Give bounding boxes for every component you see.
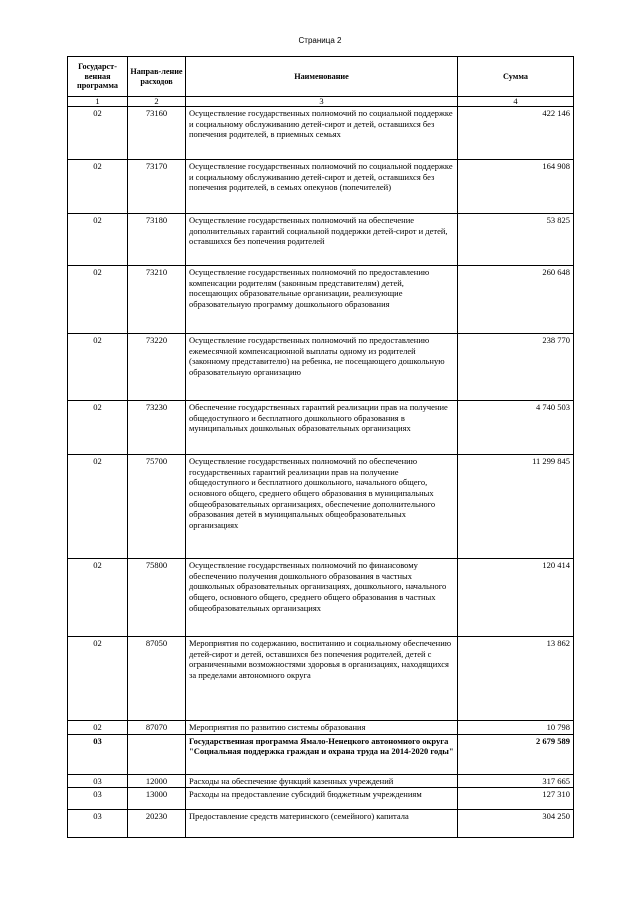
amount-cell: 164 908: [458, 160, 574, 214]
program-cell: 02: [68, 214, 128, 266]
name-cell: Расходы на предоставление субсидий бюджетным учреждениям: [186, 788, 458, 810]
column-number: 2: [128, 97, 186, 107]
column-number: 3: [186, 97, 458, 107]
program-cell: 02: [68, 107, 128, 160]
direction-cell: 87050: [128, 637, 186, 721]
header-program: Государст-венная программа: [68, 57, 128, 97]
table-row: [68, 788, 574, 810]
table-row: [68, 214, 574, 266]
table-row: [68, 107, 574, 160]
column-number-row: [68, 97, 574, 107]
header-name: Наименование: [186, 57, 458, 97]
amount-cell: 11 299 845: [458, 455, 574, 559]
name-cell: Мероприятия по содержанию, воспитанию и социальному обеспечению детей-сирот и детей, оставшихся без попечения родителей, детей с ограниченными возможностями здоровья в организациях, находящихся за пределами автономного округа: [186, 637, 458, 721]
column-number: 1: [68, 97, 128, 107]
amount-cell: 317 665: [458, 774, 574, 788]
program-cell: 02: [68, 401, 128, 455]
name-cell: Осуществление государственных полномочий по социальной поддержке и социальному обслуживанию детей-сирот и детей, оставшихся без попечения родителей, в приемных семьях: [186, 107, 458, 160]
direction-cell: 73220: [128, 334, 186, 401]
amount-cell: 127 310: [458, 788, 574, 810]
column-number: 4: [458, 97, 574, 107]
amount-cell: 53 825: [458, 214, 574, 266]
table-row: [68, 266, 574, 334]
name-cell: Предоставление средств материнского (семейного) капитала: [186, 810, 458, 838]
program-cell: 02: [68, 455, 128, 559]
amount-cell: 238 770: [458, 334, 574, 401]
program-cell: 02: [68, 637, 128, 721]
direction-cell: [128, 734, 186, 774]
table-header-row: [68, 57, 574, 97]
page-label: Страница 2: [298, 36, 342, 45]
name-cell: Обеспечение государственных гарантий реализации прав на получение общедоступного и бесплатного дошкольного образования в муниципальных дошкольных образовательных организациях: [186, 401, 458, 455]
table-row: [68, 455, 574, 559]
table-row: [68, 721, 574, 735]
budget-table: [67, 56, 574, 838]
direction-cell: 87070: [128, 721, 186, 735]
name-cell: Осуществление государственных полномочий по социальной поддержке и социальному обслуживанию детей-сирот и детей, оставшихся без попечения родителей, в семьях опекунов (попечителей): [186, 160, 458, 214]
amount-cell: 13 862: [458, 637, 574, 721]
program-cell: 02: [68, 559, 128, 637]
amount-cell: 422 146: [458, 107, 574, 160]
header-direction: Направ-ление расходов: [128, 57, 186, 97]
table-row: [68, 774, 574, 788]
header-amount: Сумма: [458, 57, 574, 97]
table-row: [68, 160, 574, 214]
name-cell: Осуществление государственных полномочий по обеспечению государственных гарантий реализации прав на получение общедоступного и бесплатного дошкольного, начального общего, основного общего, среднего общего образования в муниципальных общеобразовательных организациях, обеспечение дополнительного образования детей в муниципальных общеобразовательных организациях: [186, 455, 458, 559]
direction-cell: 13000: [128, 788, 186, 810]
direction-cell: 73160: [128, 107, 186, 160]
program-cell: 02: [68, 334, 128, 401]
direction-cell: 75800: [128, 559, 186, 637]
table-row: [68, 810, 574, 838]
name-cell: Осуществление государственных полномочий по финансовому обеспечению получения дошкольного образования в частных дошкольных образовательных организациях, дошкольного, начального общего, основного общего, среднего общего образования в частных общеобразовательных организациях: [186, 559, 458, 637]
program-cell: 02: [68, 266, 128, 334]
program-cell: 03: [68, 788, 128, 810]
direction-cell: 73210: [128, 266, 186, 334]
name-cell: Осуществление государственных полномочий по предоставлению компенсации родителям (законным представителям) детей, посещающих образовательные организации, реализующие образовательную программу дошкольного образования: [186, 266, 458, 334]
program-cell: 03: [68, 810, 128, 838]
direction-cell: 75700: [128, 455, 186, 559]
amount-cell: 10 798: [458, 721, 574, 735]
amount-cell: 2 679 589: [458, 734, 574, 774]
name-cell: Осуществление государственных полномочий на обеспечение дополнительных гарантий социальной поддержки детей-сирот и детей, оставшихся без попечения родителей: [186, 214, 458, 266]
direction-cell: 73170: [128, 160, 186, 214]
direction-cell: 73230: [128, 401, 186, 455]
program-cell: 03: [68, 734, 128, 774]
table-row: [68, 559, 574, 637]
direction-cell: 12000: [128, 774, 186, 788]
direction-cell: 73180: [128, 214, 186, 266]
amount-cell: 120 414: [458, 559, 574, 637]
table-row: [68, 734, 574, 774]
table-row: [68, 637, 574, 721]
amount-cell: 260 648: [458, 266, 574, 334]
name-cell: Мероприятия по развитию системы образования: [186, 721, 458, 735]
table-row: [68, 401, 574, 455]
program-cell: 02: [68, 160, 128, 214]
amount-cell: 304 250: [458, 810, 574, 838]
direction-cell: 20230: [128, 810, 186, 838]
name-cell: Государственная программа Ямало-Ненецкого автономного округа "Социальная поддержка граждан и охрана труда на 2014-2020 годы": [186, 734, 458, 774]
amount-cell: 4 740 503: [458, 401, 574, 455]
table-row: [68, 334, 574, 401]
program-cell: 03: [68, 774, 128, 788]
name-cell: Расходы на обеспечение функций казенных учреждений: [186, 774, 458, 788]
name-cell: Осуществление государственных полномочий по предоставлению ежемесячной компенсационной выплаты одному из родителей (законному представителю) на ребенка, не посещающего дошкольную образовательную организацию: [186, 334, 458, 401]
program-cell: 02: [68, 721, 128, 735]
